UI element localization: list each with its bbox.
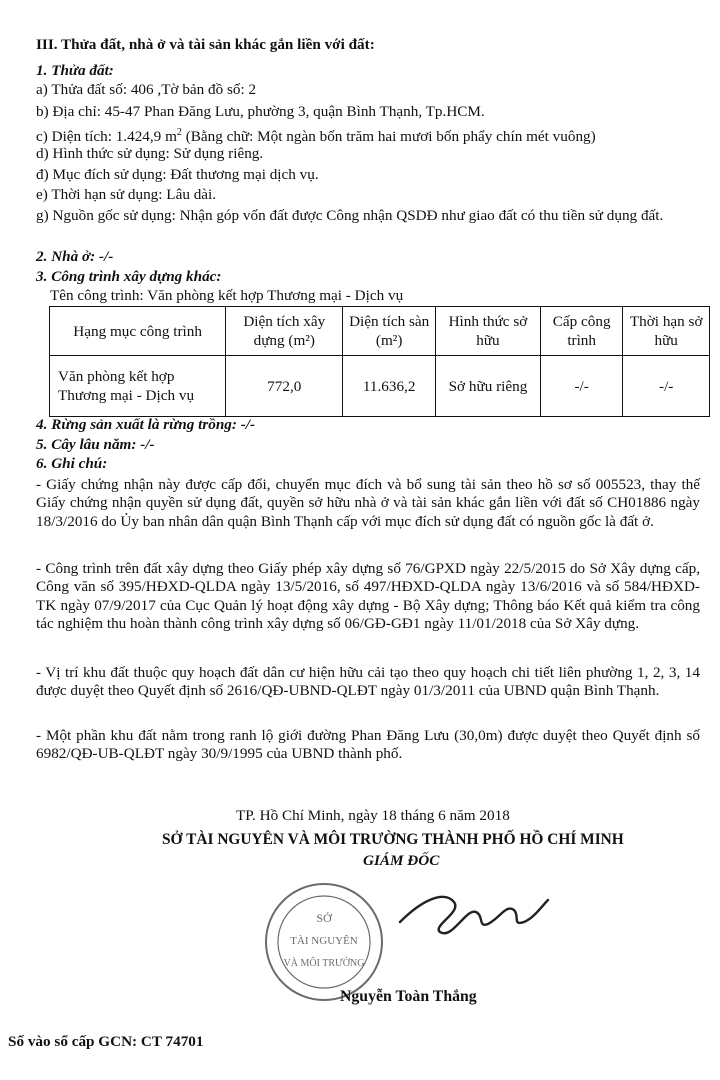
col-header: Hình thức sở hữu [436,307,541,356]
land-purpose: đ) Mục đích sử dụng: Đất thương mại dịch vụ. [36,166,319,183]
table-row [50,356,710,417]
other-works-title: 3. Công trình xây dựng khác: [36,268,222,285]
table-cell: -/- [623,356,710,417]
note-item: - Vị trí khu đất thuộc quy hoạch đất dân cư hiện hữu cải tạo theo quy hoạch chi tiết liên phường 1, 2, 3, 14 được duyệt theo Quyết định số 2616/QĐ-UBND-QLĐT ngày 01/3/2011 của UBND quận Bình Thạnh. [36,664,700,700]
house-section: 2. Nhà ở: -/- [36,248,114,265]
stamp-line: VÀ MÔI TRƯỜNG [283,958,365,969]
land-lot: a) Thửa đất số: 406 ,Tờ bản đồ số: 2 [36,81,257,98]
note-item: - Một phần khu đất nằm trong ranh lộ giới đường Phan Đăng Lưu (30,0m) được duyệt theo Quyết định số 6982/QĐ-UB-QLĐT ngày 30/9/1995 của UBND thành phố. [36,727,700,763]
registry-number: Số vào sổ cấp GCN: CT 74701 [8,1033,204,1050]
col-header: Cấp công trình [540,307,623,356]
land-term: e) Thời hạn sử dụng: Lâu dài. [36,186,217,203]
land-title: 1. Thửa đất: [36,62,114,79]
table-cell: -/- [540,356,623,417]
date-line: TP. Hồ Chí Minh, ngày 18 tháng 6 năm 2018 [236,807,510,824]
works-table [49,306,710,417]
signature-icon [392,882,552,942]
table-cell: Sở hữu riêng [436,356,541,417]
land-area: c) Diện tích: 1.424,9 $m^2$ (Bằng chữ: Một ngàn bốn trăm hai mươi bốn phẩy chín mét vuông) [36,127,596,146]
land-origin: g) Nguồn gốc sử dụng: Nhận góp vốn đất được Công nhận QSDĐ như giao đất có thu tiền sử dụng đất. [36,207,664,224]
col-header: Diện tích sàn (m²) [343,307,436,356]
perennial-section: 5. Cây lâu năm: -/- [36,436,155,453]
land-use-form: d) Hình thức sử dụng: Sử dụng riêng. [36,145,264,162]
signer-name: Nguyễn Toàn Thắng [340,988,477,1005]
official-seal-icon [262,880,386,1004]
stamp-line: TÀI NGUYÊN [290,935,358,947]
issuing-agency: SỞ TÀI NGUYÊN VÀ MÔI TRƯỜNG THÀNH PHỐ HỒ CHÍ MINH [162,831,624,848]
table-cell: 11.636,2 [343,356,436,417]
note-item: - Công trình trên đất xây dựng theo Giấy phép xây dựng số 76/GPXD ngày 22/5/2015 do Sở Xây dựng cấp, Công văn số 395/HĐXD-QLDA ngày 13/5/2016, số 497/HĐXD-QLDA ngày 13/6/2016 và số 584/HĐXD-TK ngày 07/9/2017 của Cục Quản lý hoạt động xây dựng - Bộ Xây dựng; Thông báo Kết quả kiểm tra công tác nghiệm thu hoàn thành công trình xây dựng số 06/GĐ-GĐ1 ngày 11/01/2018 của Sở Xây dựng. [36,560,700,633]
table-cell: 772,0 [226,356,343,417]
table-header-row [50,307,710,356]
notes-title: 6. Ghi chú: [36,455,108,472]
signer-title: GIÁM ĐỐC [363,852,440,869]
note-item: - Giấy chứng nhận này được cấp đổi, chuyển mục đích và bổ sung tài sản theo hồ sơ số 005523, thay thế Giấy chứng nhận quyền sử dụng đất, quyền sở hữu nhà ở và tài sản khác gắn liền với đất số CH01886 ngày 18/3/2016 do Ủy ban nhân dân quận Bình Thạnh cấp với mục đích sử dụng đất có nguồn gốc là đất ở. [36,476,700,530]
section-heading: III. Thửa đất, nhà ở và tài sản khác gắn liền với đất: [36,36,375,53]
stamp-line: SỞ [316,911,332,925]
col-header: Thời hạn sở hữu [623,307,710,356]
table-cell: Văn phòng kết hợp Thương mại - Dịch vụ [50,356,226,417]
other-works-name: Tên công trình: Văn phòng kết hợp Thương mại - Dịch vụ [50,287,404,304]
forest-section: 4. Rừng sản xuất là rừng trồng: -/- [36,416,256,433]
col-header: Diện tích xây dựng (m²) [226,307,343,356]
land-address: b) Địa chỉ: 45-47 Phan Đăng Lưu, phường 3, quận Bình Thạnh, Tp.HCM. [36,103,485,120]
col-header: Hạng mục công trình [50,307,226,356]
